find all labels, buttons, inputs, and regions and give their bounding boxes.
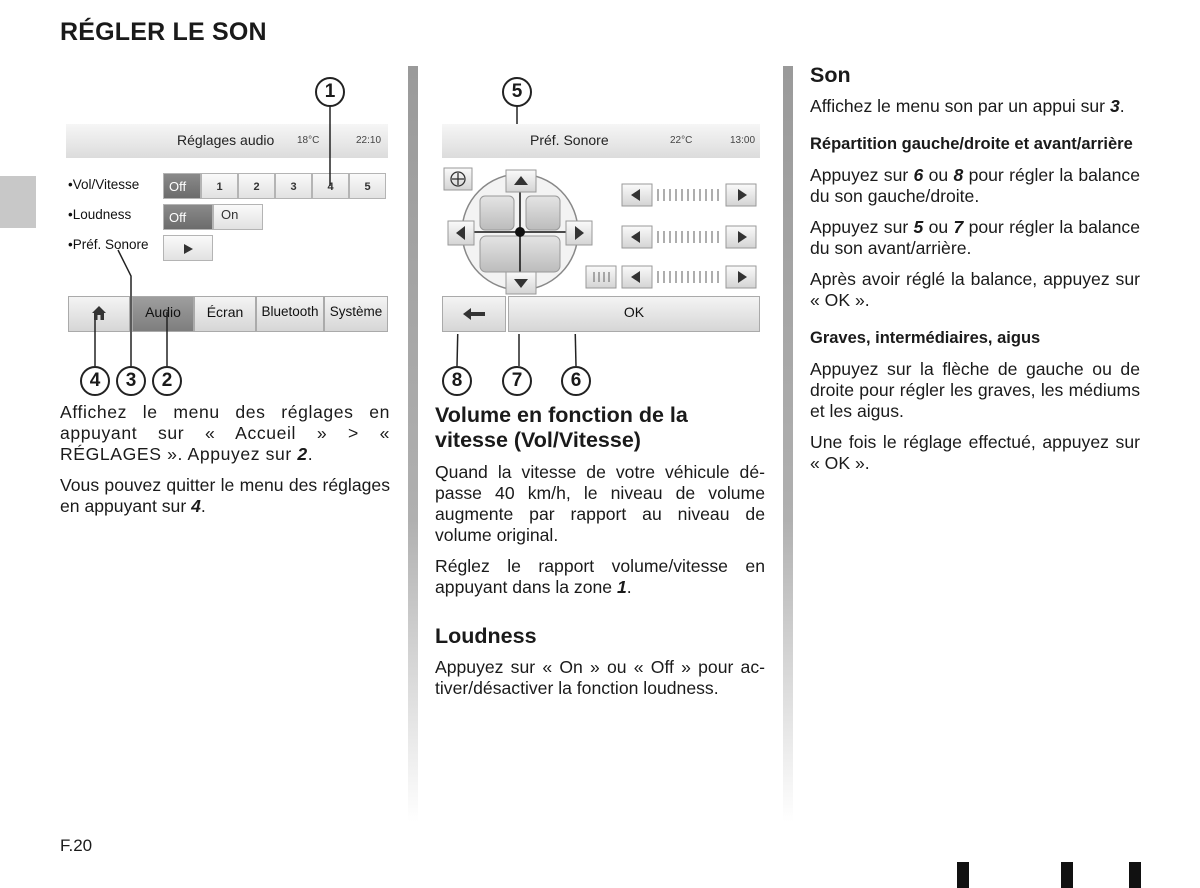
vol-vitesse-option-2[interactable]: 2 — [238, 173, 275, 199]
section-heading: Volume en fonction de la vitesse (Vol/Vitesse) — [435, 403, 688, 452]
callout-3: 3 — [116, 366, 146, 396]
paragraph: Appuyez sur 6 ou 8 pour régler la balance du son gauche/droite. — [810, 165, 1140, 206]
paragraph: Appuyez sur la flèche de gauche ou de droite pour régler les graves, les médiums et les aigus. — [810, 359, 1140, 421]
paragraph: Vous pouvez quitter le menu des réglages en appuyant sur 4. — [60, 475, 390, 516]
ok-button[interactable]: OK — [508, 296, 760, 332]
callout-7: 7 — [502, 366, 532, 396]
column-3-text — [810, 63, 1140, 484]
vol-vitesse-option-1[interactable]: 1 — [201, 173, 238, 199]
clock: 13:00 — [730, 135, 756, 146]
section-heading: Son — [810, 63, 851, 87]
callout-4: 4 — [80, 366, 110, 396]
vol-vitesse-option-3[interactable]: 3 — [275, 173, 312, 199]
back-button[interactable] — [442, 296, 506, 332]
callout-8: 8 — [442, 366, 472, 396]
temperature: 22°C — [670, 135, 693, 146]
subsection-heading: Graves, intermédiaires, aigus — [810, 329, 1041, 347]
balance-widget — [442, 160, 760, 296]
treble-slider — [622, 184, 756, 206]
paragraph: Quand la vitesse de votre véhicule dépasse 40 km/h, le niveau de volume augmente par rapport au niveau de volume original. — [435, 462, 765, 545]
clock: 22:10 — [356, 135, 382, 146]
tab-audio[interactable]: Audio — [132, 296, 194, 332]
print-mark — [1061, 862, 1073, 888]
screen-header — [442, 124, 760, 158]
loudness-option-off[interactable]: Off — [163, 204, 213, 230]
screen-title: Préf. Sonore — [530, 132, 609, 148]
temperature: 18°C — [297, 135, 320, 146]
paragraph: Appuyez sur 5 ou 7 pour régler la balance du son avant/arrière. — [810, 217, 1140, 258]
vol-vitesse-option-off[interactable]: Off — [163, 173, 201, 199]
paragraph: Après avoir réglé la balance, appuyez sur « OK ». — [810, 269, 1140, 310]
tab-ecran[interactable]: Écran — [194, 296, 256, 332]
column-1-text — [60, 402, 390, 527]
loudness-option-on[interactable]: On — [213, 204, 263, 230]
bottom-bar — [442, 296, 760, 332]
sound-preference-screen — [442, 124, 760, 334]
section-heading: Loudness — [435, 624, 537, 648]
back-arrow-icon — [463, 308, 485, 320]
vol-vitesse-option-5[interactable]: 5 — [349, 173, 386, 199]
page-number: F.20 — [60, 836, 93, 855]
subsection-heading: Répartition gauche/droite et avant/arrière — [810, 135, 1133, 153]
page-title: RÉGLER LE SON — [60, 18, 267, 46]
paragraph: Appuyez sur « On » ou « Off » pour activer/désactiver la fonction loudness. — [435, 657, 765, 698]
vol-vitesse-option-4[interactable]: 4 — [312, 173, 349, 199]
paragraph: Affichez le menu des réglages en appuyant sur « Accueil » > « RÉGLAGES ». Appuyez sur 2. — [60, 402, 390, 464]
callout-6: 6 — [561, 366, 591, 396]
callout-2: 2 — [152, 366, 182, 396]
column-2-text — [435, 403, 765, 709]
paragraph: Une fois le réglage effectué, appuyez sur « OK ». — [810, 432, 1140, 473]
row-label-loudness: •Loudness — [68, 207, 132, 222]
row-label-pref-sonore: •Préf. Sonore — [68, 237, 149, 252]
paragraph: Réglez le rapport volume/vitesse en appuyant dans la zone 1. — [435, 556, 765, 597]
paragraph: Affichez le menu son par un appui sur 3. — [810, 96, 1125, 116]
row-label-vol-vitesse: •Vol/Vitesse — [68, 177, 140, 192]
mid-slider — [622, 226, 756, 248]
print-mark — [957, 862, 969, 888]
callout-1: 1 — [315, 77, 345, 107]
bass-slider — [586, 266, 756, 288]
screen-title: Réglages audio — [177, 132, 275, 148]
callout-5: 5 — [502, 77, 532, 107]
print-mark — [1129, 862, 1141, 888]
tab-systeme[interactable]: Système — [324, 296, 388, 332]
tab-bluetooth[interactable]: Bluetooth — [256, 296, 324, 332]
